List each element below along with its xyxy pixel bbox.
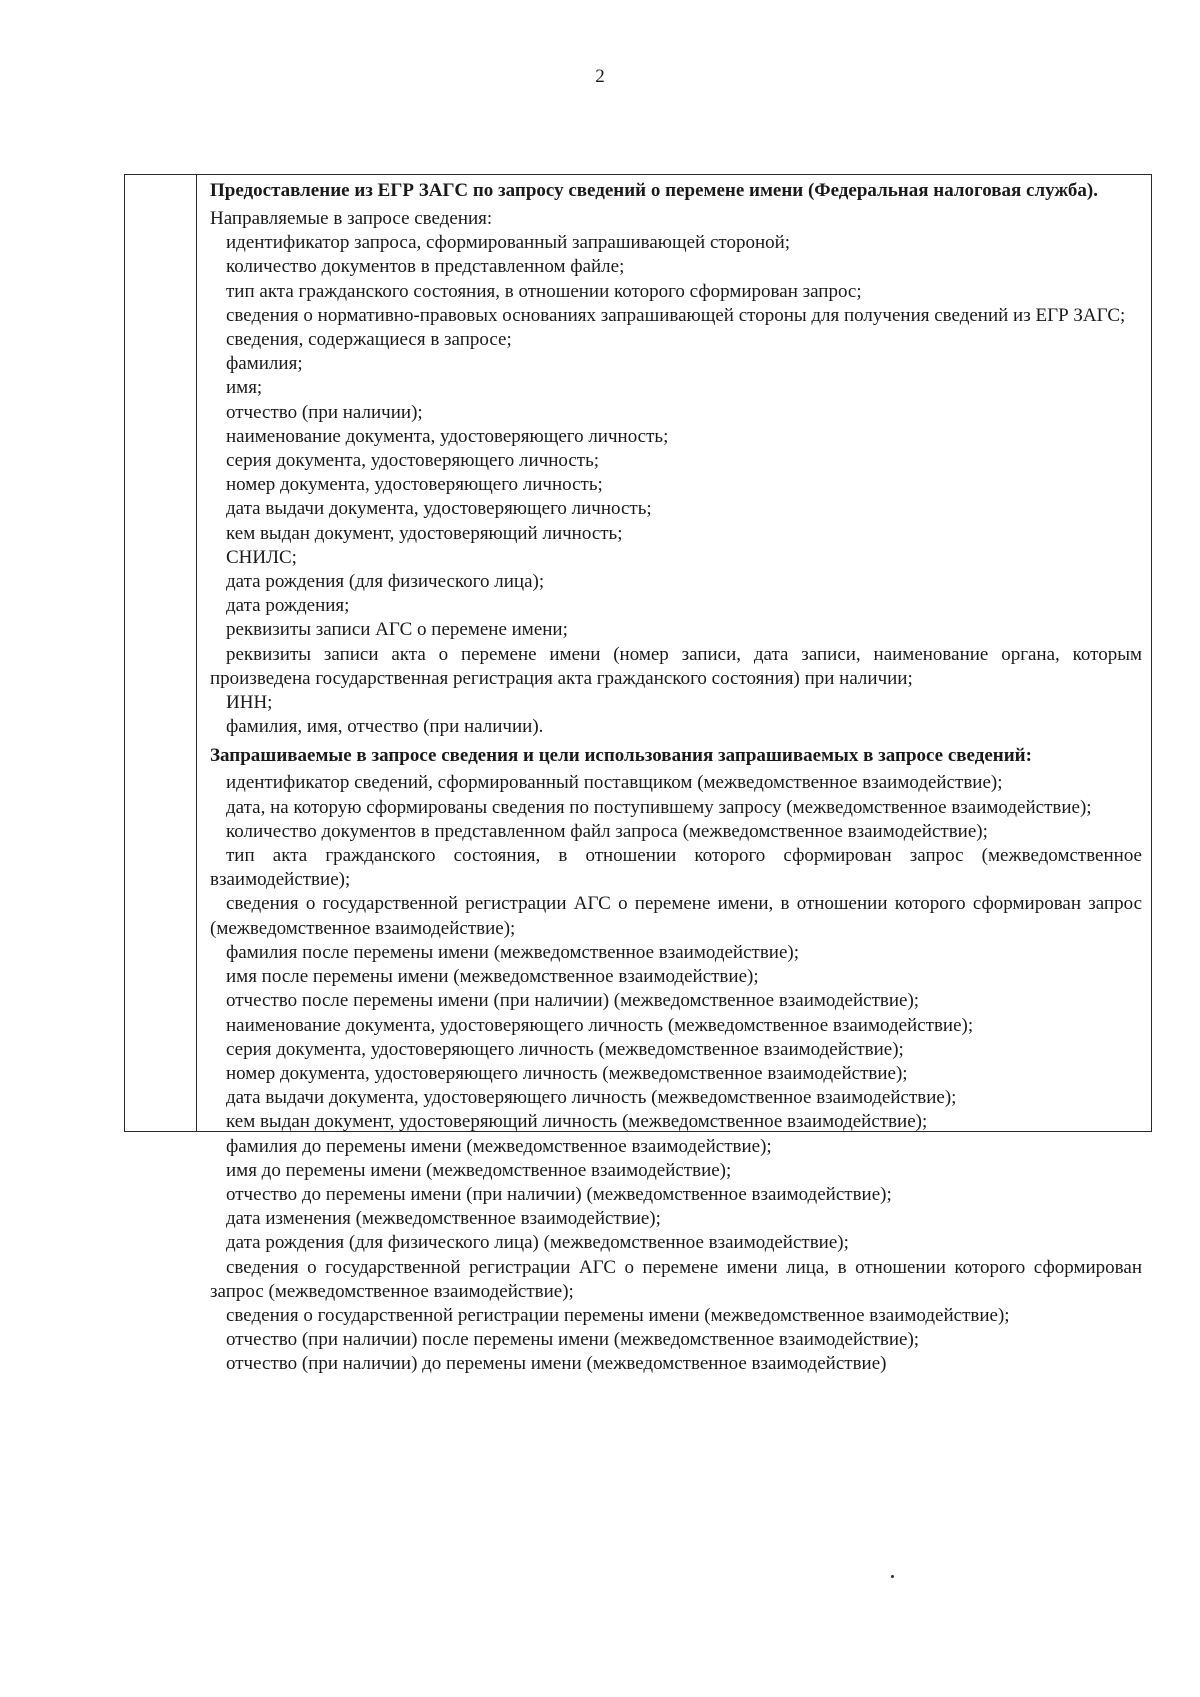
section2-list [210, 771, 1142, 1376]
section2-item: номер документа, удостоверяющего личность (межведомственное взаимодействие); [226, 1062, 908, 1084]
section2-item: сведения о государственной регистрации АГС о перемене имени, в отношении которого сформирован запрос (межведомственное взаимодействие); [210, 893, 1142, 939]
section1-item: кем выдан документ, удостоверяющий личность; [226, 522, 623, 544]
section2-item: фамилия после перемены имени (межведомственное взаимодействие); [226, 941, 799, 963]
section1-heading: Предоставление из ЕГР ЗАГС по запросу сведений о перемене имени (Федеральная налоговая служба). [210, 180, 1098, 201]
section2-item: идентификатор сведений, сформированный поставщиком (межведомственное взаимодействие); [226, 772, 1003, 794]
section2-item: сведения о государственной регистрации перемены имени (межведомственное взаимодействие); [226, 1304, 1010, 1326]
scan-speck [891, 1575, 894, 1578]
section1-item: дата выдачи документа, удостоверяющего личность; [226, 498, 652, 520]
section1-item: дата рождения; [226, 595, 350, 617]
section2-item: фамилия до перемены имени (межведомственное взаимодействие); [226, 1135, 772, 1157]
section2-item: отчество (при наличии) до перемены имени (межведомственное взаимодействие) [226, 1353, 887, 1375]
section2-item: наименование документа, удостоверяющего личность (межведомственное взаимодействие); [226, 1014, 974, 1036]
section2-item: отчество до перемены имени (при наличии) (межведомственное взаимодействие); [226, 1183, 892, 1205]
section1-item: серия документа, удостоверяющего личность; [226, 450, 600, 472]
page-number: 2 [595, 66, 605, 87]
section1-item: идентификатор запроса, сформированный запрашивающей стороной; [226, 232, 791, 254]
section1-item: наименование документа, удостоверяющего личность; [226, 425, 669, 447]
section1-list [210, 231, 1142, 739]
section2-item: сведения о государственной регистрации АГС о перемене имени лица, в отношении которого сформирован запрос (межведомственное взаимодействие); [210, 1256, 1142, 1302]
section2-item: тип акта гражданского состояния, в отношении которого сформирован запрос (межведомственное взаимодействие); [210, 845, 1142, 891]
section1-item: тип акта гражданского состояния, в отношении которого сформирован запрос; [226, 280, 862, 302]
section1-item: сведения о нормативно-правовых основаниях запрашивающей стороны для получения сведений из ЕГР ЗАГС; [226, 304, 1126, 326]
section2-item: кем выдан документ, удостоверяющий личность (межведомственное взаимодействие); [226, 1111, 928, 1133]
section2-item: имя после перемены имени (межведомственное взаимодействие); [226, 966, 759, 988]
section2-item: имя до перемены имени (межведомственное взаимодействие); [226, 1159, 732, 1181]
section2-item: дата изменения (межведомственное взаимодействие); [226, 1208, 661, 1230]
section1-item: фамилия; [226, 353, 303, 375]
section1-item: фамилия, имя, отчество (при наличии). [226, 716, 544, 738]
section1-item: дата рождения (для физического лица); [226, 571, 545, 593]
section1-item: сведения, содержащиеся в запросе; [226, 329, 512, 351]
section2-item: серия документа, удостоверяющего личность (межведомственное взаимодействие); [226, 1038, 904, 1060]
section1-item: реквизиты записи АГС о перемене имени; [226, 619, 568, 641]
section2-item: отчество (при наличии) после перемены имени (межведомственное взаимодействие); [226, 1329, 920, 1351]
section1-item: количество документов в представленном файле; [226, 256, 625, 278]
section1-item: номер документа, удостоверяющего личность; [226, 474, 603, 496]
section2-item: количество документов в представленном файл запроса (межведомственное взаимодействие); [226, 820, 988, 842]
section1-intro: Направляемые в запросе сведения: [210, 208, 493, 229]
section2-item: дата рождения (для физического лица) (межведомственное взаимодействие); [226, 1232, 849, 1254]
section2-item: отчество после перемены имени (при наличии) (межведомственное взаимодействие); [226, 990, 920, 1012]
section2-item: дата, на которую сформированы сведения по поступившему запросу (межведомственное взаимодействие); [226, 796, 1092, 818]
section1-item: СНИЛС; [226, 546, 297, 568]
column-divider [196, 174, 197, 1132]
section1-item: ИНН; [226, 692, 273, 714]
section2-item: дата выдачи документа, удостоверяющего личность (межведомственное взаимодействие); [226, 1087, 957, 1109]
section1-item: реквизиты записи акта о перемене имени (номер записи, дата записи, наименование органа, которым произведена государственная регистрация акта гражданского состояния) при наличии; [210, 643, 1142, 689]
table-content-cell [210, 174, 1142, 1377]
section2-heading: Запрашиваемые в запросе сведения и цели использования запрашиваемых в запросе сведений: [210, 745, 1032, 767]
section1-item: имя; [226, 377, 263, 399]
section1-item: отчество (при наличии); [226, 401, 423, 423]
